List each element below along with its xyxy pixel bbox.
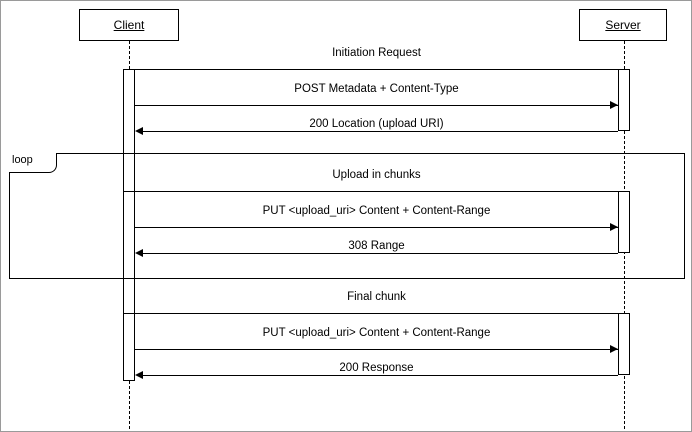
- message-label-initiation-request: Initiation Request: [332, 47, 421, 59]
- message-label-post-metadata: POST Metadata + Content-Type: [294, 83, 459, 95]
- message-label-final-chunk: Final chunk: [347, 291, 406, 303]
- section-separator-3: [123, 313, 630, 314]
- loop-fragment-label: loop: [12, 154, 33, 166]
- message-arrowhead-post-metadata: [610, 101, 618, 109]
- participant-client-label: Client: [113, 18, 145, 32]
- section-separator-1: [123, 69, 630, 70]
- message-label-upload-in-chunks: Upload in chunks: [332, 169, 421, 181]
- message-label-200-location: 200 Location (upload URI): [309, 118, 444, 130]
- message-arrowhead-200-response: [135, 371, 143, 379]
- message-line-put-final-chunk: [135, 349, 618, 350]
- message-label-put-chunk: PUT <upload_uri> Content + Content-Range: [262, 205, 491, 217]
- loop-fragment-tag: [9, 153, 57, 173]
- message-arrowhead-200-location: [135, 127, 143, 135]
- message-label-308-range: 308 Range: [348, 240, 405, 252]
- message-line-200-location: [143, 131, 618, 132]
- message-line-308-range: [143, 253, 618, 254]
- participant-server-box: [579, 9, 667, 41]
- participant-server-label: Server: [605, 18, 641, 32]
- message-label-put-final-chunk: PUT <upload_uri> Content + Content-Range: [262, 327, 491, 339]
- section-separator-2: [123, 191, 630, 192]
- message-line-post-metadata: [135, 105, 618, 106]
- message-arrowhead-308-range: [135, 249, 143, 257]
- message-line-put-chunk: [135, 227, 618, 228]
- message-arrowhead-put-final-chunk: [610, 345, 618, 353]
- participant-client-box: [79, 9, 179, 41]
- message-label-200-response: 200 Response: [339, 362, 414, 374]
- message-line-200-response: [143, 375, 618, 376]
- message-arrowhead-put-chunk: [610, 223, 618, 231]
